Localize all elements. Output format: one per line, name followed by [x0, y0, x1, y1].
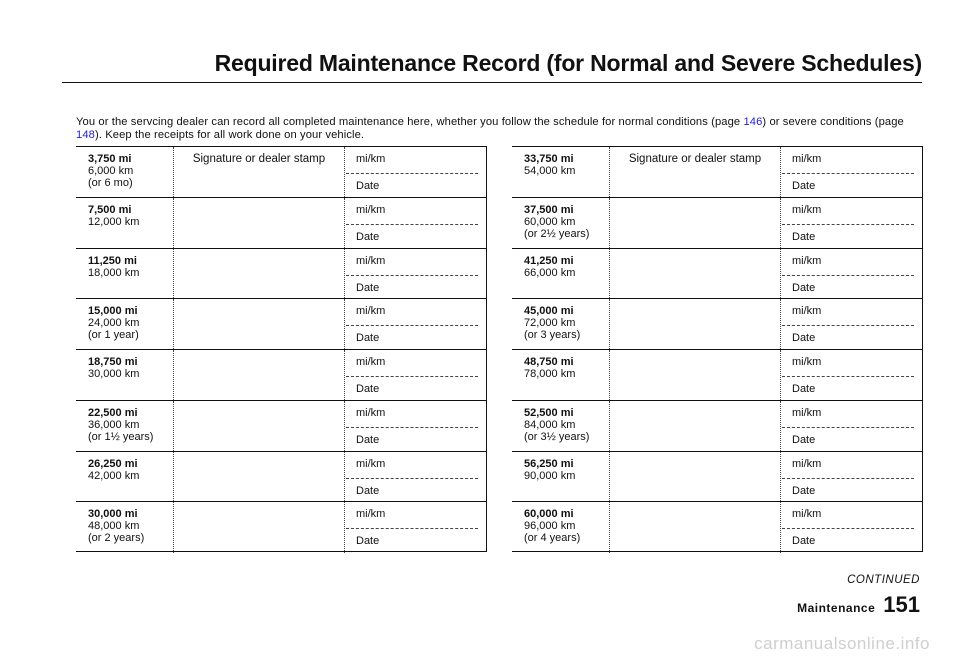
date-label: Date [792, 281, 816, 294]
interval-km: 30,000 km [88, 368, 140, 380]
mileage-label: mi/km [792, 153, 822, 165]
table-row [76, 249, 486, 300]
table-row [512, 249, 922, 300]
date-label: Date [356, 433, 380, 446]
interval-miles: 33,750 mi [524, 153, 574, 165]
date-label: Date [792, 535, 816, 548]
interval-miles: 7,500 mi [88, 203, 132, 216]
signature-cell[interactable] [609, 350, 781, 400]
interval-cell [88, 255, 139, 279]
interval-cell [524, 255, 575, 279]
interval-km: 42,000 km [88, 469, 140, 482]
signature-cell[interactable] [173, 147, 345, 197]
interval-miles: 45,000 mi [524, 305, 574, 318]
interval-miles: 56,250 mi [524, 457, 574, 470]
page-148-link[interactable]: 148 [76, 129, 95, 141]
mileage-label: mi/km [792, 406, 822, 419]
interval-time: (or 4 years) [524, 532, 581, 545]
interval-km: 36,000 km [88, 418, 140, 431]
section-name: Maintenance [797, 601, 876, 615]
entry-divider [346, 376, 478, 377]
interval-cell [524, 204, 589, 240]
table-row [512, 401, 922, 452]
interval-cell [524, 153, 575, 177]
signature-cell[interactable] [609, 401, 781, 451]
page-footer [797, 592, 920, 618]
interval-cell [88, 407, 153, 443]
signature-header: Signature or dealer stamp [192, 153, 326, 165]
mileage-label: mi/km [356, 356, 386, 368]
date-label: Date [356, 180, 380, 192]
interval-miles: 30,000 mi [88, 508, 138, 521]
table-row [76, 350, 486, 401]
interval-miles: 48,750 mi [524, 356, 574, 368]
date-label: Date [792, 332, 816, 345]
entry-divider [782, 173, 914, 174]
interval-km: 12,000 km [88, 215, 140, 228]
table-row [76, 198, 486, 249]
mileage-label: mi/km [356, 457, 386, 470]
table-row [512, 147, 922, 198]
signature-cell[interactable] [173, 401, 345, 451]
mileage-label: mi/km [792, 254, 822, 267]
date-label: Date [792, 484, 816, 497]
mileage-label: mi/km [792, 356, 822, 368]
interval-miles: 15,000 mi [88, 305, 138, 318]
maintenance-table-right [512, 146, 923, 552]
interval-cell [524, 305, 580, 341]
date-label: Date [792, 230, 816, 243]
interval-time: (or 3 years) [524, 329, 581, 342]
date-label: Date [792, 180, 816, 192]
entry-divider [782, 224, 914, 225]
mileage-label: mi/km [792, 457, 822, 470]
signature-cell[interactable] [173, 249, 345, 299]
interval-cell [88, 153, 133, 189]
interval-km: 24,000 km [88, 317, 140, 330]
table-row [76, 452, 486, 503]
interval-km: 18,000 km [88, 266, 140, 279]
entry-divider [346, 478, 478, 479]
signature-cell[interactable] [173, 299, 345, 349]
page-number: 151 [883, 592, 920, 617]
mileage-label: mi/km [792, 203, 822, 216]
interval-cell [88, 508, 144, 544]
date-label: Date [356, 332, 380, 345]
maintenance-table-left [76, 146, 487, 552]
interval-miles: 3,750 mi [88, 153, 132, 165]
entry-divider [346, 173, 478, 174]
entry-divider [346, 528, 478, 529]
interval-miles: 52,500 mi [524, 406, 574, 419]
interval-time: (or 1½ years) [88, 430, 154, 443]
interval-km: 84,000 km [524, 418, 576, 431]
date-label: Date [356, 281, 380, 294]
interval-miles: 22,500 mi [88, 406, 138, 419]
interval-miles: 41,250 mi [524, 254, 574, 267]
table-row [512, 502, 922, 553]
interval-cell [88, 305, 139, 341]
interval-time: (or 1 year) [88, 329, 139, 342]
intro-text-2: ) or severe conditions (page [762, 116, 904, 128]
table-row [512, 299, 922, 350]
interval-miles: 11,250 mi [88, 254, 137, 267]
signature-cell[interactable] [609, 299, 781, 349]
entry-divider [346, 427, 478, 428]
date-label: Date [356, 383, 380, 395]
table-row [76, 401, 486, 452]
table-row [76, 299, 486, 350]
intro-text-3: ). Keep the receipts for all work done on your vehicle. [94, 129, 365, 141]
mileage-label: mi/km [356, 254, 386, 267]
signature-cell[interactable] [173, 452, 345, 502]
entry-divider [346, 224, 478, 225]
intro-text-1: You or the servcing dealer can record all completed maintenance here, whether you follow the schedule for normal conditions (page [76, 116, 744, 128]
intro-paragraph [76, 116, 926, 142]
table-row [76, 502, 486, 553]
mileage-label: mi/km [356, 153, 386, 165]
entry-divider [346, 325, 478, 326]
entry-divider [782, 376, 914, 377]
interval-miles: 18,750 mi [88, 356, 138, 368]
interval-cell [524, 458, 575, 482]
mileage-label: mi/km [792, 305, 822, 318]
entry-divider [782, 325, 914, 326]
date-label: Date [792, 383, 816, 395]
entry-divider [782, 275, 914, 276]
interval-time: (or 3½ years) [524, 430, 590, 443]
entry-divider [782, 427, 914, 428]
interval-cell [524, 356, 575, 380]
signature-cell[interactable] [609, 198, 781, 248]
signature-cell[interactable] [173, 350, 345, 400]
date-label: Date [356, 230, 380, 243]
mileage-label: mi/km [356, 508, 386, 521]
signature-cell[interactable] [609, 147, 781, 197]
signature-cell[interactable] [173, 502, 345, 553]
interval-km: 60,000 km [524, 215, 576, 228]
signature-cell[interactable] [609, 249, 781, 299]
interval-time: (or 6 mo) [88, 177, 133, 189]
table-row [512, 350, 922, 401]
table-row [512, 452, 922, 503]
date-label: Date [356, 484, 380, 497]
interval-km: 66,000 km [524, 266, 576, 279]
interval-cell [524, 407, 589, 443]
interval-km: 6,000 km [88, 165, 134, 177]
continued-label: CONTINUED [847, 574, 920, 586]
entry-divider [782, 478, 914, 479]
mileage-label: mi/km [356, 305, 386, 318]
title-rule [62, 82, 922, 83]
interval-cell [88, 356, 139, 380]
interval-cell [524, 508, 580, 544]
interval-cell [88, 458, 139, 482]
interval-km: 48,000 km [88, 520, 140, 533]
mileage-label: mi/km [356, 406, 386, 419]
interval-km: 54,000 km [524, 165, 576, 177]
page-title: Required Maintenance Record (for Normal and Severe Schedules) [214, 50, 922, 76]
interval-miles: 37,500 mi [524, 203, 574, 216]
signature-cell[interactable] [609, 502, 781, 553]
interval-km: 96,000 km [524, 520, 576, 533]
signature-header: Signature or dealer stamp [628, 153, 762, 165]
interval-km: 90,000 km [524, 469, 576, 482]
date-label: Date [792, 433, 816, 446]
interval-km: 72,000 km [524, 317, 576, 330]
date-label: Date [356, 535, 380, 548]
mileage-label: mi/km [356, 203, 386, 216]
interval-time: (or 2 years) [88, 532, 145, 545]
interval-miles: 60,000 mi [524, 508, 574, 521]
mileage-label: mi/km [792, 508, 822, 521]
table-row [512, 198, 922, 249]
watermark: carmanualsonline.info [754, 634, 930, 653]
interval-km: 78,000 km [524, 368, 576, 380]
interval-miles: 26,250 mi [88, 457, 138, 470]
page-146-link[interactable]: 146 [743, 116, 763, 128]
entry-divider [346, 275, 478, 276]
signature-cell[interactable] [173, 198, 345, 248]
entry-divider [782, 528, 914, 529]
signature-cell[interactable] [609, 452, 781, 502]
interval-cell [88, 204, 139, 228]
interval-time: (or 2½ years) [524, 227, 590, 240]
table-row [76, 147, 486, 198]
